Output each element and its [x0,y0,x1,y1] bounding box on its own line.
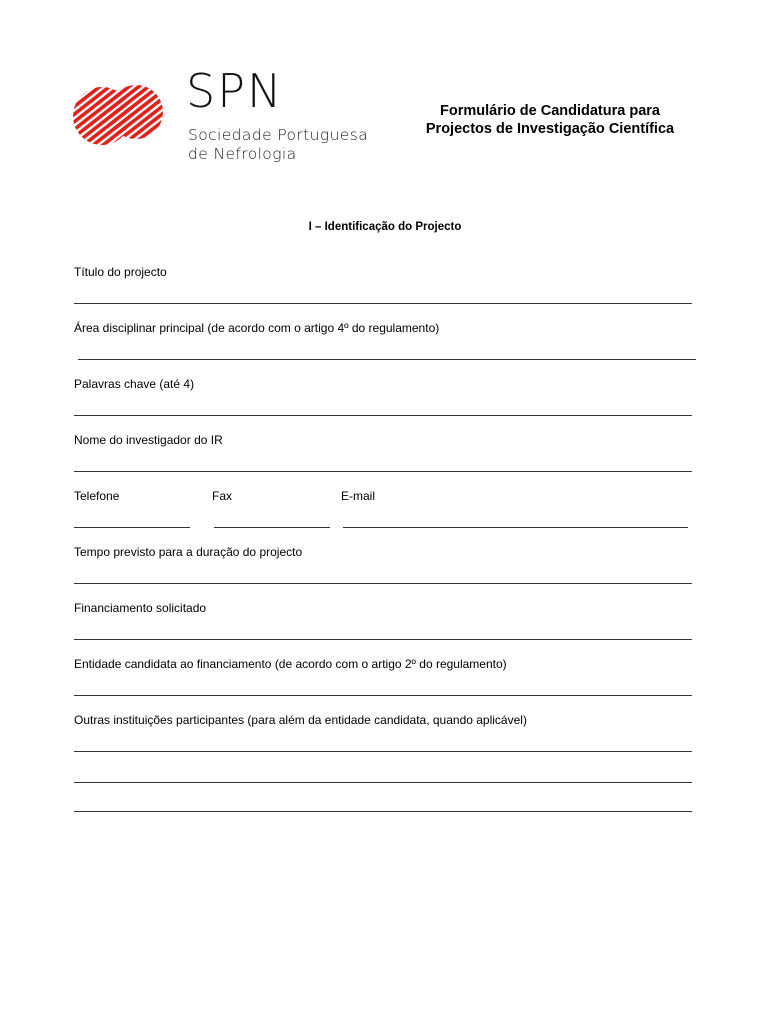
document-title [400,102,700,138]
label-fax: Fax [212,489,233,503]
label-entidade: Entidade candidata ao financiamento (de acordo com o artigo 2º do regulamento) [74,657,507,671]
input-line-financiamento[interactable] [74,639,692,640]
input-line-palavras-chave[interactable] [74,415,692,416]
label-outras-instituicoes: Outras instituições participantes (para além da entidade candidata, quando aplicável) [74,713,527,727]
logo-name-line1: Sociedade Portuguesa [188,126,369,144]
input-line-email[interactable] [343,527,688,528]
logo-organization-name [188,126,388,164]
input-line-outras-2[interactable] [74,782,692,783]
input-line-fax[interactable] [214,527,330,528]
label-tempo: Tempo previsto para a duração do projecto [74,545,303,559]
logo-name-line2: de Nefrologia [188,145,297,163]
input-line-titulo[interactable] [74,303,692,304]
input-line-entidade[interactable] [74,695,692,696]
label-palavras-chave: Palavras chave (até 4) [74,377,195,391]
input-line-area[interactable] [78,359,696,360]
spn-logo [72,64,372,168]
label-email: E-mail [341,489,376,503]
section-title: I – Identificação do Projecto [308,221,462,233]
logo-abbreviation: SPN [186,64,284,118]
label-telefone: Telefone [74,489,120,503]
document-title-line1: Formulário de Candidatura para [440,103,660,119]
input-line-tempo[interactable] [74,583,692,584]
input-line-investigador[interactable] [74,471,692,472]
document-title-line2: Projectos de Investigação Científica [425,121,675,137]
spn-striped-circles-logo-icon [72,68,172,168]
input-line-outras-1[interactable] [74,751,692,752]
label-financiamento: Financiamento solicitado [74,601,207,615]
label-titulo: Título do projecto [74,265,167,279]
input-line-telefone[interactable] [74,527,190,528]
label-area: Área disciplinar principal (de acordo com o artigo 4º do regulamento) [74,321,440,335]
label-investigador: Nome do investigador do IR [74,433,223,447]
input-line-outras-3[interactable] [74,811,692,812]
